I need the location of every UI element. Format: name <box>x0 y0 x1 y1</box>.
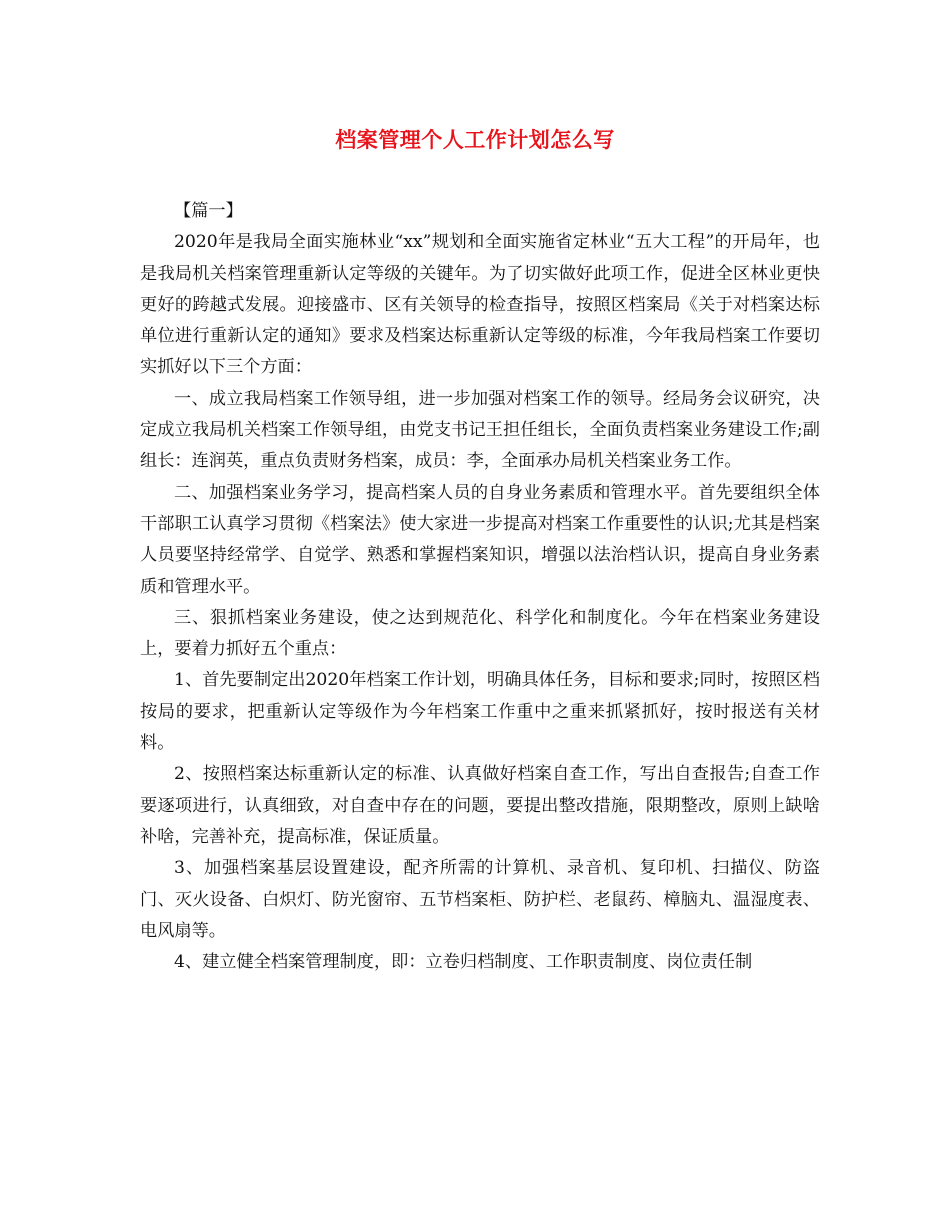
document-body <box>140 196 820 978</box>
paragraph-item-4: 4、建立健全档案管理制度，即：立卷归档制度、工作职责制度、岗位责任制 <box>174 952 753 973</box>
paragraph-point-2: 二、加强档案业务学习，提高档案人员的自身业务素质和管理水平。首先要组织全体干部职工认真学习贯彻《档案法》使大家进一步提高对档案工作重要性的认识;尤其是档案人员要坚持经常学、自觉学、熟悉和掌握档案知识，增强以法治档认识，提高自身业务素质和管理水平。 <box>140 482 820 597</box>
paragraph-point-3: 三、狠抓档案业务建设，使之达到规范化、科学化和制度化。今年在档案业务建设上，要着力抓好五个重点： <box>140 607 820 660</box>
paragraph-intro: 2020年是我局全面实施林业“xx”规划和全面实施省定林业“五大工程”的开局年，也是我局机关档案管理重新认定等级的关键年。为了切实做好此项工作，促进全区林业更快更好的跨越式发展。迎接盛市、区有关领导的检查指导，按照区档案局《关于对档案达标单位进行重新认定的通知》要求及档案达标重新认定等级的标准，今年我局档案工作要切实抓好以下三个方面： <box>140 232 820 378</box>
section-label: 【篇一】 <box>174 201 243 221</box>
paragraph-point-1: 一、成立我局档案工作领导组，进一步加强对档案工作的领导。经局务会议研究，决定成立我局机关档案工作领导组，由党支书记王担任组长，全面负责档案业务建设工作;副组长：连润英，重点负责财务档案，成员：李，全面承办局机关档案业务工作。 <box>140 388 820 472</box>
paragraph-item-2: 2、按照档案达标重新认定的标准、认真做好档案自查工作，写出自查报告;自查工作要逐项进行，认真细致，对自查中存在的问题，要提出整改措施，限期整改，原则上缺啥补啥，完善补充，提高标准，保证质量。 <box>140 764 820 847</box>
paragraph-item-1: 1、首先要制定出2020年档案工作计划，明确具体任务，目标和要求;同时，按照区档按局的要求，把重新认定等级作为今年档案工作重中之重来抓紧抓好，按时报送有关材料。 <box>140 670 820 754</box>
paragraph-item-3: 3、加强档案基层设置建设，配齐所需的计算机、录音机、复印机、扫描仪、防盗门、灭火设备、白炽灯、防光窗帘、五节档案柜、防护栏、老鼠药、樟脑丸、温湿度表、电风扇等。 <box>140 858 820 941</box>
document-title: 档案管理个人工作计划怎么写 <box>335 127 615 152</box>
